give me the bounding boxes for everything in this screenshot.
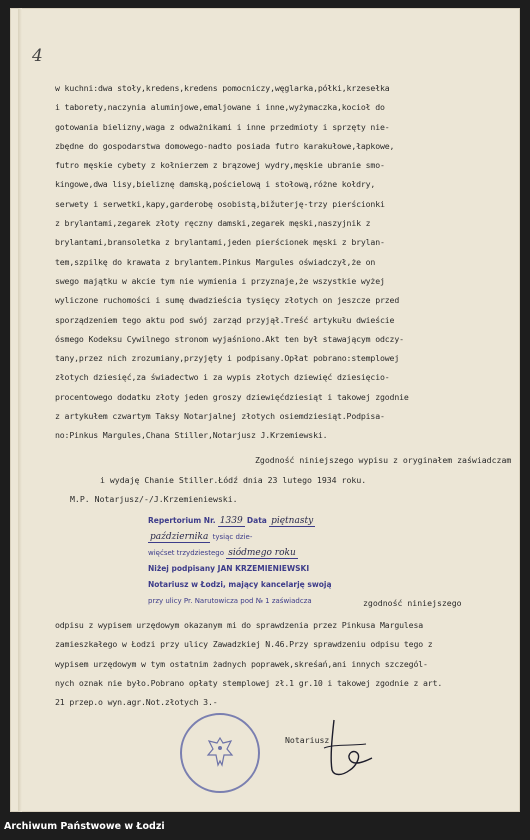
repertory-stamp [148, 513, 368, 609]
deed-line: tany,przez nich zrozumiany,przyjęty i podpisany.Opłat pobrano:stemplowej [55, 353, 400, 364]
stamp-name-line: Niżej podpisany JAN KRZEMIENIEWSKI [148, 564, 310, 573]
deed-line: wyliczone ruchomości i sumę dwadzieścia tysięcy złotych on jeszcze przed [55, 295, 400, 306]
deed-line: z brylantami,zegarek złoty ręczny damski,zegarek męski,naszyjnik z [55, 218, 371, 229]
page-fold-shadow [18, 8, 22, 812]
signature-mp-line: M.P. Notarjusz/-/J.Krzemieniewski. [70, 494, 238, 504]
page-number: 4 [32, 46, 43, 66]
stamp-year-hand: siódmego roku [228, 548, 296, 558]
stamp-year-label: więćset trzydziestego [148, 549, 224, 557]
certification-line: wypisem urzędowym w tym ostatnim żadnych poprawek,skreśań,ani innych szczegól- [55, 658, 428, 669]
stamp-date-label: Data [246, 516, 267, 525]
certification-first-line: zgodność niniejszego [363, 598, 462, 608]
deed-line: w kuchni:dwa stoły,kredens,kredens pomocniczy,węglarka,półki,krzesełka [55, 83, 390, 93]
deed-line: futro męskie cybety z kołnierzem z brązowej wydry,męskie ubranie smo- [55, 160, 385, 171]
certification-body [55, 616, 505, 712]
deed-line: ósmego Kodeksu Cywilnego stronom wyjaśniono.Akt ten był stawającym odczy- [55, 333, 404, 344]
eagle-emblem-icon [205, 735, 235, 769]
deed-line: swego majątku w akcie tym nie wymienia i przyznaje,że wszystkie wyżej [55, 275, 385, 286]
stamp-address-line: przy ulicy Pr. Narutowicza pod № 1 zaświadcza [148, 597, 312, 605]
document-page [10, 8, 520, 812]
handwritten-signature [320, 718, 380, 778]
deed-body [55, 79, 505, 446]
notary-seal [180, 713, 260, 793]
deed-line: serwety i serwetki,kapy,garderobę osobistą,bižuterję-trzy pierścionki [55, 198, 385, 209]
deed-line: no:Pinkus Margules,Chana Stiller,Notarjusz J.Krzemiewski. [55, 430, 328, 441]
deed-line: sporządzeniem tego aktu pod swój zarząd przyjął.Treść artykułu dwieście [55, 314, 395, 325]
closing-line: i wydaję Chanie Stiller.Łódź dnia 23 lutego 1934 roku. [100, 475, 367, 485]
notary-label: Notariusz [285, 735, 330, 745]
stamp-nr-label: Repertorium Nr. [148, 516, 216, 525]
deed-line: procentowego dodatku złoty jeden groszy dziewięćdziesiąt i takowej zgodnie [55, 391, 409, 402]
certification-line: nych oznak nie było.Pobrano opłaty stemplowej zł.1 gr.10 i takowej zgodnie z art. [55, 677, 443, 688]
stamp-date-hand-1: piętnasty [271, 516, 314, 526]
certification-line: 21 przep.o wyn.agr.Not.złotych 3.- [55, 697, 218, 708]
stamp-suffix: tysiąc dzie- [212, 533, 253, 541]
deed-line: złotych dziesięć,za świadectwo i za wypis złotych dziewięć dziesięcio- [55, 372, 390, 383]
archive-name: Archiwum Państwowe w Łodzi [4, 821, 165, 832]
deed-line: kingowe,dwa lisy,bieliznę damską,pościelową i stołową,różne kołdry, [55, 179, 376, 190]
deed-line: gotowania bielizny,waga z odważnikami i inne przedmioty i sprzęty nie- [55, 121, 390, 132]
certification-line: zamieszkałego w Łodzi przy ulicy Zawadzkiej N.46.Przy sprawdzeniu odpisu tego z [55, 639, 433, 650]
archive-footer [0, 812, 530, 840]
deed-line: i taborety,naczynia aluminjowe,emaljowane i inne,wyżymaczka,kocioł do [55, 102, 385, 113]
stamp-date-hand-2: października [150, 532, 209, 542]
deed-line: brylantami,bransoletka z brylantami,jeden pierścionek męski z brylan- [55, 237, 385, 248]
deed-line: tem,szpilkę do krawata z brylantem.Pinkus Margules oświadczył,że on [55, 256, 376, 267]
conformity-line: Zgodność niniejszego wypisu z oryginałem zaświadczam [255, 455, 512, 465]
certification-line: odpisu z wypisem urzędowym okazanym mi do sprawdzenia przez Pinkusa Margulesa [55, 620, 424, 630]
deed-line: z artykułem czwartym Taksy Notarjalnej złotych osiemdziesiąt.Podpisa- [55, 411, 385, 422]
stamp-office-line: Notariusz w Łodzi, mający kancelarję swoją [148, 580, 332, 589]
deed-line: zbędne do gospodarstwa domowego-nadto posiada futro karakułowe,łapkowe, [55, 140, 395, 151]
stamp-number: 1339 [219, 516, 243, 526]
